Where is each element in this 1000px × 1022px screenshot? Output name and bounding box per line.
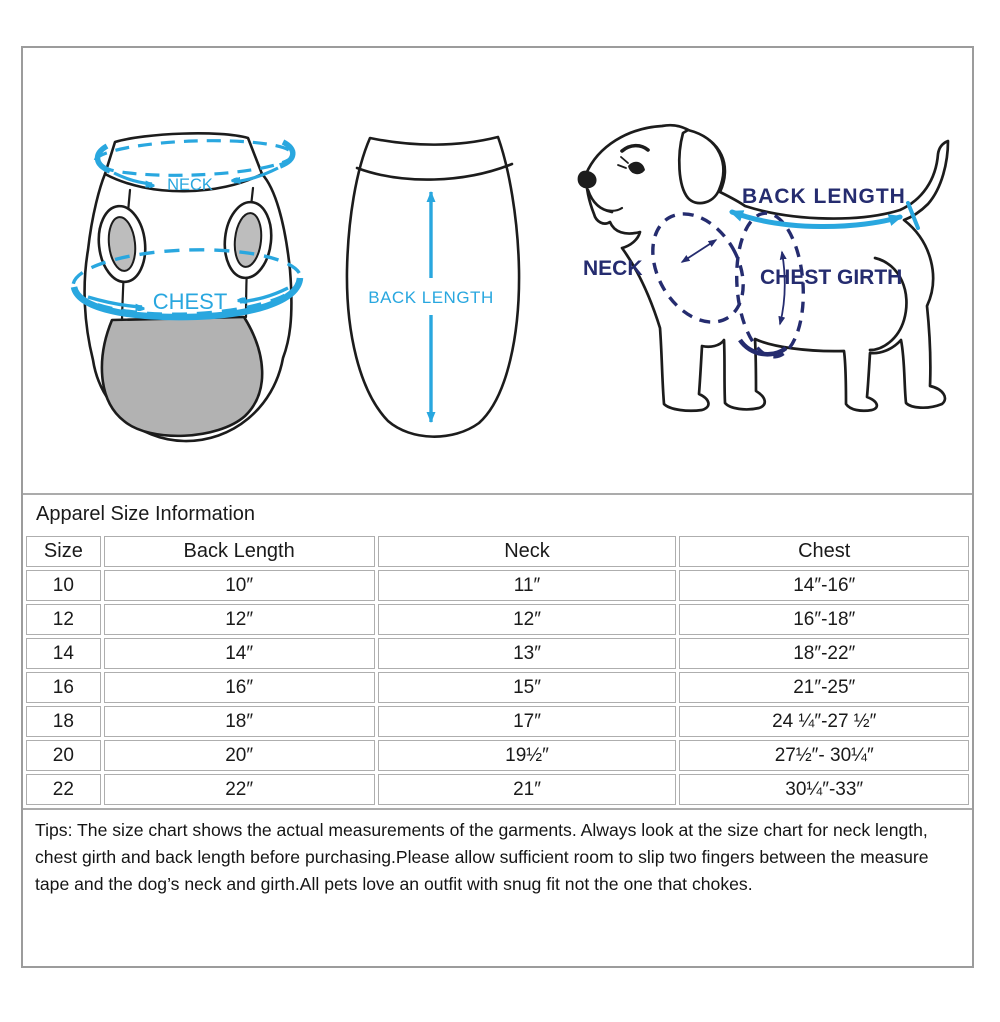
size-chart-panel <box>21 46 974 968</box>
column-header-chest: Chest <box>679 536 969 567</box>
size-table-cell: 10″ <box>104 570 375 601</box>
front-neck-label: NECK <box>167 176 213 194</box>
size-table-cell: 10 <box>26 570 101 601</box>
size-table-cell: 14″-16″ <box>679 570 969 601</box>
size-table <box>23 533 972 808</box>
size-table-cell: 13″ <box>378 638 677 669</box>
size-table-row <box>26 638 969 669</box>
table-title: Apparel Size Information <box>23 493 972 533</box>
dog-measurement-diagram <box>570 100 972 455</box>
size-table-cell: 18 <box>26 706 101 737</box>
size-table-cell: 16″-18″ <box>679 604 969 635</box>
size-table-cell: 17″ <box>378 706 677 737</box>
column-header-back-length: Back Length <box>104 536 375 567</box>
size-table-cell: 12 <box>26 604 101 635</box>
size-table-row <box>26 570 969 601</box>
size-table-cell: 22 <box>26 774 101 805</box>
garment-front-diagram <box>70 110 310 448</box>
column-header-size: Size <box>26 536 101 567</box>
size-table-cell: 27½″- 30¼″ <box>679 740 969 771</box>
dog-chest-girth-label: CHEST GIRTH <box>760 266 903 289</box>
garment-back-diagram <box>343 110 528 448</box>
size-table-cell: 16″ <box>104 672 375 703</box>
size-table-row <box>26 604 969 635</box>
tips-note <box>23 808 972 907</box>
dog-neck-label: NECK <box>583 257 643 280</box>
size-table-cell: 11″ <box>378 570 677 601</box>
size-table-cell: 24 ¼″-27 ½″ <box>679 706 969 737</box>
size-table-row <box>26 672 969 703</box>
back-length-label: BACK LENGTH <box>368 288 494 307</box>
size-table-cell: 15″ <box>378 672 677 703</box>
size-table-header-row <box>26 536 969 567</box>
size-table-cell: 16 <box>26 672 101 703</box>
size-table-cell: 22″ <box>104 774 375 805</box>
measurement-diagrams <box>23 48 972 493</box>
size-table-cell: 30¼″-33″ <box>679 774 969 805</box>
front-chest-label: CHEST <box>152 289 228 314</box>
size-table-row <box>26 774 969 805</box>
dog-back-length-label: BACK LENGTH <box>742 185 906 208</box>
tips-text: Tips: The size chart shows the actual measurements of the garments. Always look at the size chart for neck length, chest girth and back length before purchasing.Please allow sufficient room to slip two fingers between the measure tape and the dog’s neck and girth.All pets love an outfit with snug fit not the one that chokes. <box>35 820 929 894</box>
size-table-cell: 18″-22″ <box>679 638 969 669</box>
size-table-cell: 18″ <box>104 706 375 737</box>
size-table-cell: 12″ <box>378 604 677 635</box>
size-table-cell: 20″ <box>104 740 375 771</box>
column-header-neck: Neck <box>378 536 677 567</box>
size-table-cell: 14″ <box>104 638 375 669</box>
size-table-cell: 21″ <box>378 774 677 805</box>
size-table-row <box>26 706 969 737</box>
size-table-cell: 12″ <box>104 604 375 635</box>
size-table-cell: 20 <box>26 740 101 771</box>
size-table-row <box>26 740 969 771</box>
size-table-cell: 21″-25″ <box>679 672 969 703</box>
size-table-cell: 14 <box>26 638 101 669</box>
size-table-cell: 19½″ <box>378 740 677 771</box>
